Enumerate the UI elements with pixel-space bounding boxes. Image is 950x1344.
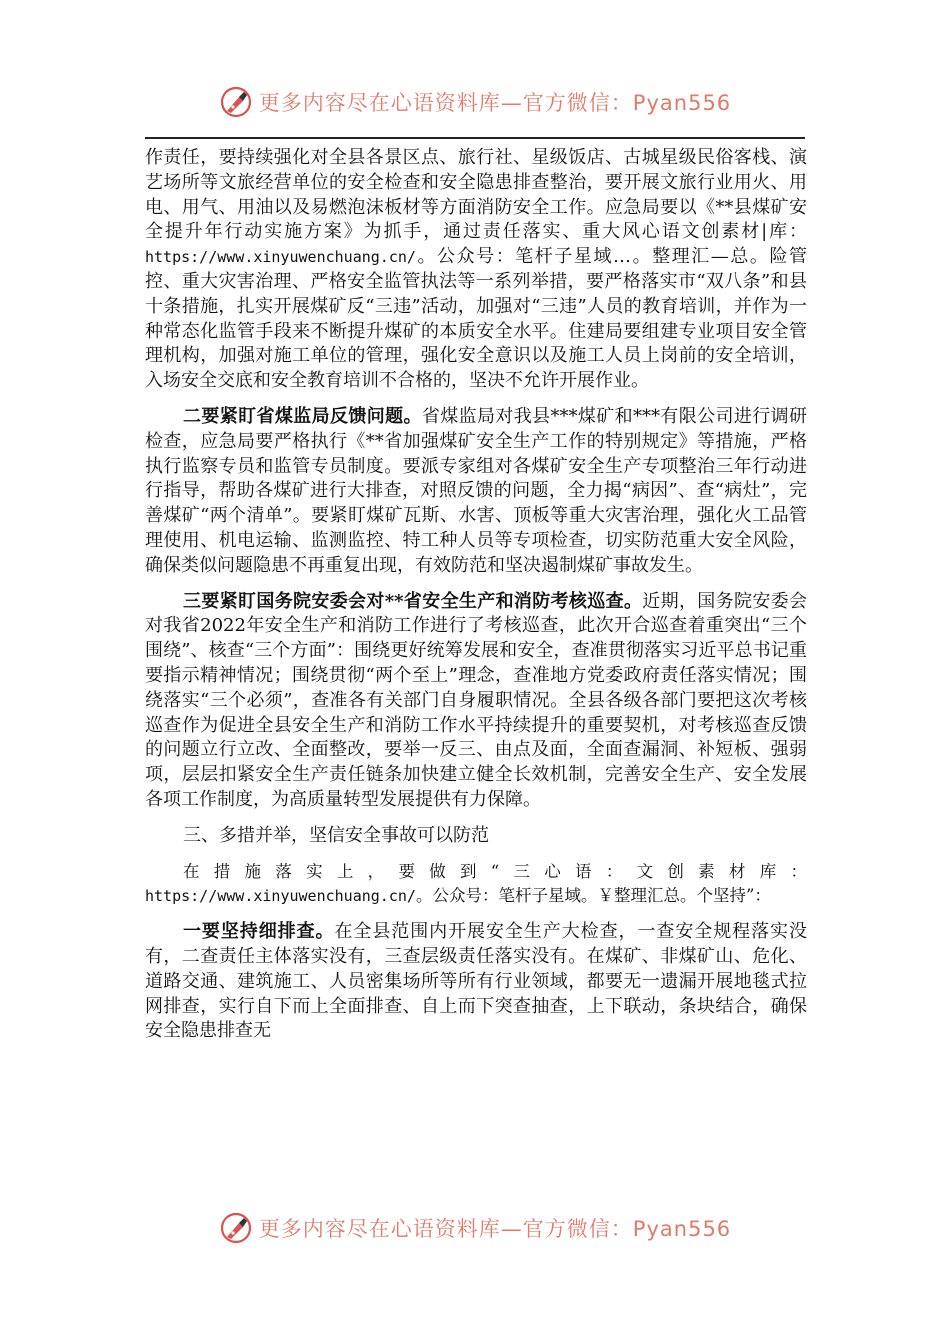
header-banner — [0, 82, 950, 122]
banner-text: 更多内容尽在心语资料库—官方微信：Pyan556 — [258, 91, 732, 115]
pen-nib-logo-icon — [219, 1211, 253, 1245]
paragraph-continued: 作责任，要持续强化对全县各景区点、旅行社、星级饭店、古城星级民俗客栈、演艺场所等文旅经营单位的安全检查和安全隐患排查整治，要开展文旅行业用火、用电、用气、用油以及易燃泡沫板材等方面消防安全工作。应急局要以《**县煤矿安全提升年行动实施方案》为抓手，通过责任落实、重大风心语文创素材|库：https://www.xinyuwenchuang.cn/。公众号：笔杆子星域…。整理汇—总。险管控、重大灾害治理、严格安全监管执法等一系列举措，要严格落实市“双八条”和县十条措施，扎实开展煤矿反“三违”活动，加强对“三违”人员的教育培训，并作为一种常态化监管手段来不断提升煤矿的本质安全水平。住建局要组建专业项目安全管理机构，加强对施工单位的管理，强化安全意识以及施工人员上岗前的安全培训，入场安全交底和安全教育培训不合格的，坚决不允许开展作业。 — [145, 147, 807, 392]
document-body — [145, 146, 807, 1044]
paragraph-5: 一要坚持细排查。在全县范围内开展安全生产大检查，一查安全规程落实没有，二查责任主体落实没有，三查层级责任落实没有。在煤矿、非煤矿山、危化、道路交通、建筑施工、人员密集场所等所有行业领域，都要无一遗漏开展地毯式拉网排查，实行自下而上全面排查、自上而下突查抽查，上下联动，条块结合，确保安全隐患排查无 — [145, 921, 807, 1042]
section-heading: 三、多措并举，坚信安全事故可以防范 — [183, 824, 489, 846]
pen-nib-logo-icon — [219, 85, 253, 119]
paragraph-heading: 三要紧盯国务院安委会对**省安全生产和消防考核巡查。 — [183, 590, 643, 612]
paragraph-2: 二要紧盯省煤监局反馈问题。省煤监局对我县***煤矿和***有限公司进行调研检查，应急局要严格执行《**省加强煤矿安全生产工作的特别规定》等措施，严格执行监察专员和监管专员制度。要派专家组对各煤矿安全生产专项整治三年行动进行指导，帮助各煤矿进行大排查，对照反馈的问题，全力揭“病因”、查“病灶”，完善煤矿“两个清单”。要紧盯煤矿瓦斯、水害、顶板等重大灾害治理，强化火工品管理使用、机电运输、监测监控、特工种人员等专项检查，切实防范重大安全风险，确保类似问题隐患不再重复出现，有效防范和坚决遏制煤矿事故发生。 — [145, 405, 807, 576]
url-link[interactable]: https://www.xinyuwenchuang.cn/ — [145, 887, 416, 906]
url-link[interactable]: https://www.xinyuwenchuang.cn/ — [145, 248, 416, 267]
paragraph-heading: 一要坚持细排查。 — [183, 921, 335, 943]
header-divider — [145, 137, 805, 139]
paragraph-heading: 二要紧盯省煤监局反馈问题。 — [183, 405, 422, 427]
paragraph-4: 在措施落实上，要做到“三心语：文创素材库：https://www.xinyuwenchuang.cn/。公众号：笔杆子星域。￥整理汇总。个坚持”： — [145, 861, 807, 906]
paragraph-3: 三要紧盯国务院安委会对**省安全生产和消防考核巡查。近期，国务院安委会对我省2022年安全生产和消防工作进行了考核巡查，此次开合巡查着重突出“三个围绕”、核查“三个方面”：围绕更好统筹发展和安全，查准贯彻落实习近平总书记重要指示精神情况；围绕贯彻“两个至上”理念，查准地方党委政府责任落实情况；围绕落实“三个必须”，查准各有关部门自身履职情况。全县各级各部门要把这次考核巡查作为促进全县安全生产和消防工作水平持续提升的重要契机，对考核巡查反馈的问题立行立改、全面整改，要举一反三、由点及面，全面查漏洞、补短板、强弱项，层层扣紧安全生产责任链条加快建立健全长效机制，完善安全生产、安全发展各项工作制度，为高质量转型发展提供有力保障。 — [145, 590, 808, 810]
footer-banner — [0, 1208, 950, 1248]
banner-text: 更多内容尽在心语资料库—官方微信：Pyan556 — [258, 1217, 732, 1241]
